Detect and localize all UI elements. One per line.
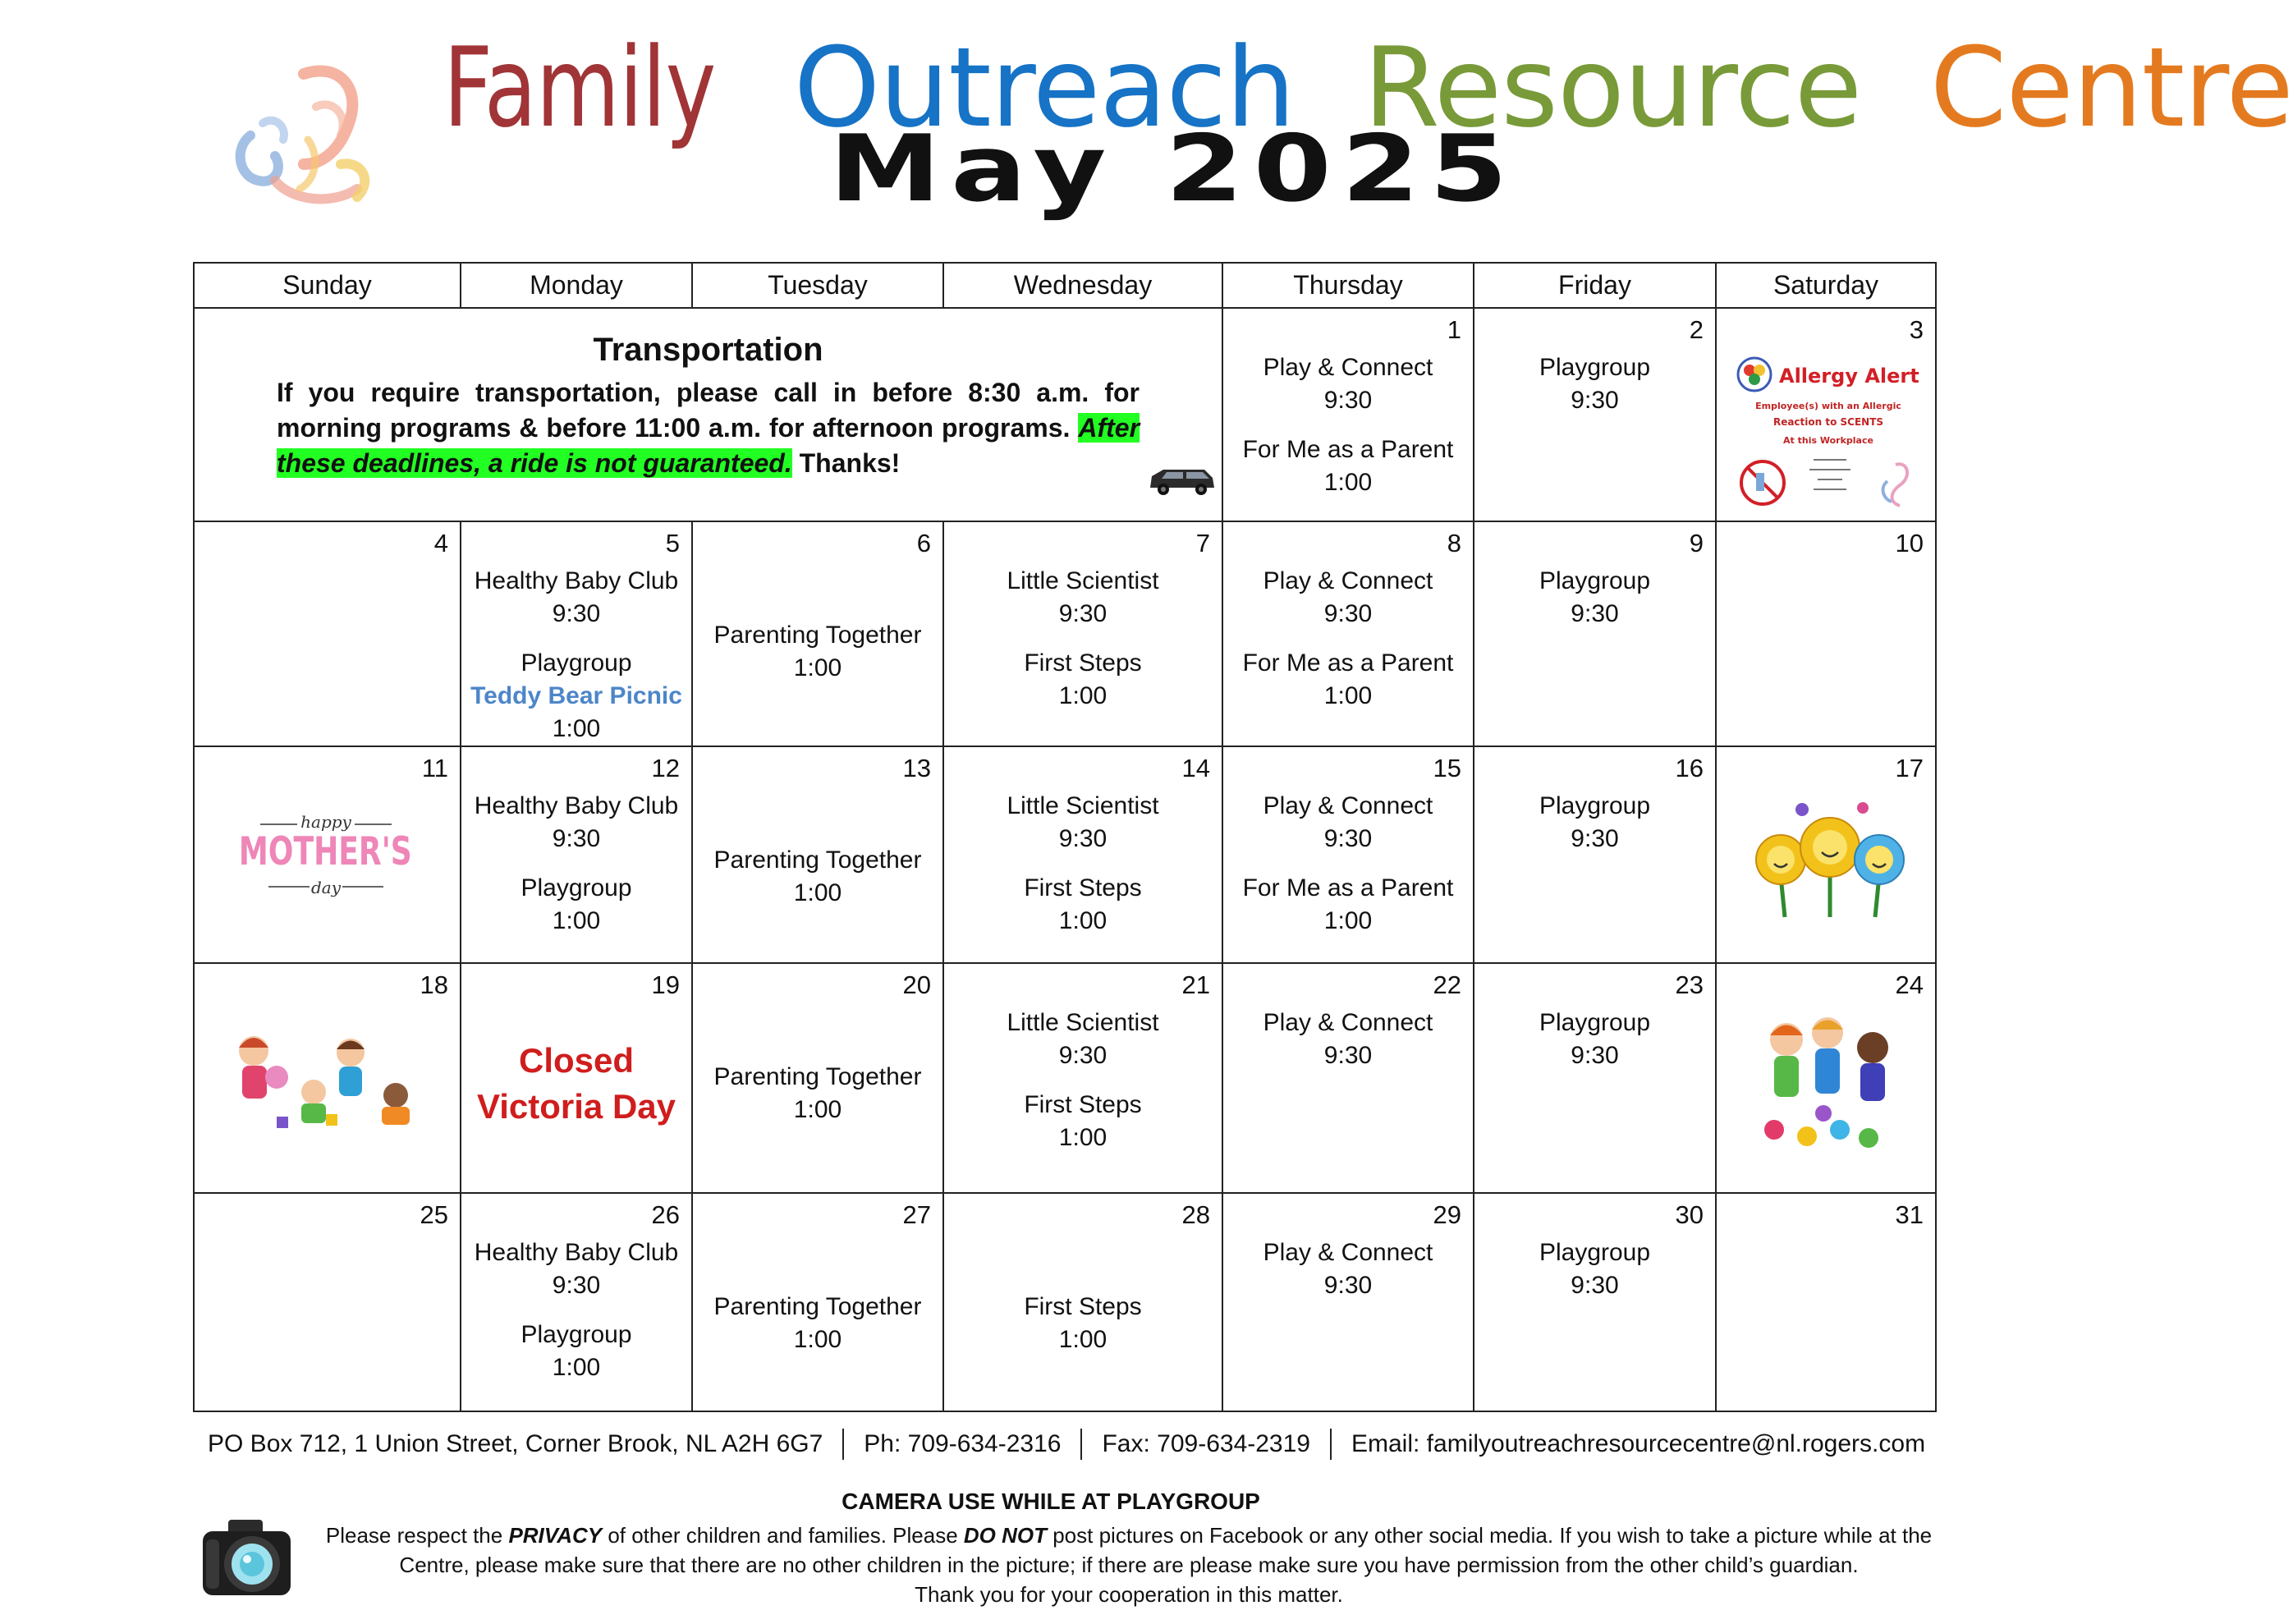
event-time: 9:30 [1571,600,1619,627]
family-logo-icon [226,57,390,222]
calendar-event [944,1291,1222,1356]
calendar-event [1223,565,1473,631]
transportation-text [277,375,1140,481]
calendar-event [944,872,1222,938]
calendar-day-27 [692,1193,943,1411]
mothers-day-main: MOTHER'S [238,828,412,874]
special-event-name: Teddy Bear Picnic [470,682,682,709]
day-number: 15 [1433,754,1461,782]
poster-line-1: Employee(s) with an Allergic [1755,401,1901,411]
calendar-event [944,565,1222,631]
email-address: Email: familyoutreachresourcecentre@nl.rogers.com [1351,1430,1926,1457]
do-not-emphasis: DO NOT [963,1523,1047,1548]
calendar-event [944,1089,1222,1154]
day-number: 1 [1447,315,1461,344]
event-time: 1:00 [1323,682,1373,709]
calendar-day-3 [1716,308,1936,521]
privacy-emphasis: PRIVACY [508,1523,603,1548]
event-time: 1:00 [552,715,601,742]
calendar-day-15 [1222,746,1474,963]
day-number: 16 [1675,754,1704,782]
day-number: 25 [420,1200,448,1229]
calendar-event [1474,1007,1715,1072]
calendar-event [944,647,1222,713]
event-name: First Steps [1024,1293,1142,1320]
day-number: 8 [1447,529,1461,557]
event-name: First Steps [1024,874,1142,901]
calendar-day-25 [194,1193,461,1411]
camera-policy-thanks: Thank you for your cooperation in this matter. [915,1582,1343,1607]
event-name: Play & Connect [1263,567,1433,594]
event-time: 1:00 [1058,907,1108,934]
calendar-event [1474,565,1715,631]
day-number: 29 [1433,1200,1461,1229]
event-time: 1:00 [1058,1326,1108,1353]
calendar-event [693,844,942,910]
fax-number: Fax: 709-634-2319 [1102,1430,1310,1457]
calendar-event [1223,790,1473,856]
poster-line-3: At this Workplace [1783,435,1873,446]
event-time: 9:30 [552,600,601,627]
day-number: 17 [1895,754,1924,782]
allergy-alert-poster [1731,350,1924,514]
event-time: 9:30 [1571,825,1619,852]
weekday-header: Thursday [1222,263,1474,308]
calendar-event [1223,434,1473,499]
poster-title: Allergy Alert [1779,365,1919,388]
event-name: Little Scientist [1007,792,1159,819]
mothers-day-day: day [310,878,342,897]
day-number: 7 [1195,529,1210,557]
calendar-day-1 [1222,308,1474,521]
camera-policy-part: Please respect the [325,1523,509,1548]
transportation-title: Transportation [593,332,823,368]
calendar-event [1223,1007,1473,1072]
event-time: 9:30 [1323,387,1373,414]
calendar-grid [193,262,1937,1412]
calendar-event [461,872,691,938]
calendar-day-8 [1222,521,1474,746]
day-number: 19 [651,970,680,999]
week-row [194,1193,1936,1411]
kids-painting-clipart [1750,1007,1905,1154]
day-number: 3 [1909,315,1924,344]
event-name: Playgroup [1539,567,1651,594]
calendar-event [693,619,942,685]
event-name: Playgroup [1539,1239,1651,1266]
calendar-day-11 [194,746,461,963]
calendar-event [693,1291,942,1356]
day-number: 23 [1675,970,1704,999]
day-number: 5 [665,529,680,557]
calendar-day-6 [692,521,943,746]
camera-policy-text [312,1521,1946,1609]
event-time: 9:30 [1323,1042,1373,1069]
calendar-day-17 [1716,746,1936,963]
happy-mothers-day-graphic [238,811,412,901]
event-time: 9:30 [1571,1042,1619,1069]
day-number: 14 [1181,754,1210,782]
event-time: 1:00 [1058,682,1108,709]
calendar-event [944,1007,1222,1072]
calendar-event [461,790,691,856]
event-name: Play & Connect [1263,792,1433,819]
day-number: 18 [420,970,448,999]
calendar-day-14 [943,746,1222,963]
day-number: 20 [902,970,931,999]
calendar-day-29 [1222,1193,1474,1411]
event-name: For Me as a Parent [1242,649,1454,677]
event-time: 9:30 [1571,1272,1619,1299]
transportation-deadline-highlight: After these deadlines, a ride is not guaranteed. [277,413,1140,478]
event-time: 1:00 [1058,1124,1108,1151]
weekday-header: Sunday [194,263,461,308]
event-name: Playgroup [521,874,632,901]
divider [1330,1429,1332,1460]
calendar-event [461,565,691,631]
event-name: First Steps [1024,649,1142,677]
calendar-event [1223,872,1473,938]
closed-label: Closed [518,1041,635,1080]
event-time: 1:00 [552,907,601,934]
day-number: 27 [902,1200,931,1229]
calendar-event [1223,647,1473,713]
event-name: Little Scientist [1007,1009,1159,1036]
day-number: 10 [1895,529,1924,557]
event-name: For Me as a Parent [1242,436,1454,463]
calendar-day-18 [194,963,461,1193]
event-time: 9:30 [1323,1272,1373,1299]
camera-policy-part: of other children and families. Please [602,1523,964,1548]
weekday-header: Saturday [1716,263,1936,308]
calendar-event [944,790,1222,856]
calendar-day-7 [943,521,1222,746]
calendar-event [1474,1236,1715,1302]
calendar-event [461,1236,691,1302]
event-name: Healthy Baby Club [474,792,679,819]
event-name: Playgroup [521,649,632,677]
divider [842,1429,844,1460]
calendar-day-30 [1474,1193,1716,1411]
event-name: Parenting Together [713,622,922,649]
calendar-day-2 [1474,308,1716,521]
calendar-day-31 [1716,1193,1936,1411]
event-time: 9:30 [1571,387,1619,414]
transportation-thanks: Thanks! [799,448,901,478]
event-name: Playgroup [1539,1009,1651,1036]
event-time: 1:00 [793,1326,842,1353]
day-number: 9 [1689,529,1704,557]
mailing-address: PO Box 712, 1 Union Street, Corner Brook, NL A2H 6G7 [208,1430,823,1457]
month-title: May 2025 [829,116,1518,222]
calendar-event [1223,351,1473,417]
day-number: 12 [651,754,680,782]
calendar-day-22 [1222,963,1474,1193]
camera-policy-title: CAMERA USE WHILE AT PLAYGROUP [842,1489,1260,1514]
event-time: 1:00 [1323,469,1373,496]
camera-policy-part: post pictures on Facebook or any other social media. If you wish to take a picture while at the Centre, please make sure that there are no other children in the picture; if there are please make sure you have permission from the other child’s guardian. [399,1523,1933,1577]
event-time: 9:30 [552,1272,601,1299]
event-name: Playgroup [1539,354,1651,381]
calendar-day-23 [1474,963,1716,1193]
week-row [194,746,1936,963]
calendar-day-26 [461,1193,692,1411]
calendar-day-9 [1474,521,1716,746]
event-time: 1:00 [1323,907,1373,934]
event-time: 1:00 [552,1354,601,1381]
day-number: 21 [1181,970,1210,999]
mothers-day-happy: happy [300,812,351,832]
poster-line-2: Reaction to SCENTS [1772,416,1884,428]
holiday-name: Victoria Day [476,1087,676,1126]
event-name: Parenting Together [713,1063,922,1090]
day-number: 24 [1895,970,1924,999]
day-number: 30 [1675,1200,1704,1229]
transportation-notice [194,308,1222,521]
event-time: 1:00 [793,1096,842,1123]
day-number: 11 [421,754,448,782]
event-name: Parenting Together [713,1293,922,1320]
children-playing-clipart [227,1028,424,1135]
event-name: Play & Connect [1263,354,1433,381]
event-name: For Me as a Parent [1242,874,1454,901]
calendar-day-16 [1474,746,1716,963]
calendar-day-20 [692,963,943,1193]
van-icon [1147,465,1218,498]
calendar-event [461,1319,691,1384]
event-name: Little Scientist [1007,567,1159,594]
calendar-event [1223,1236,1473,1302]
calendar-day-19 [461,963,692,1193]
calendar-day-4 [194,521,461,746]
week-row [194,308,1936,521]
day-number: 31 [1895,1200,1924,1229]
event-name: Healthy Baby Club [474,567,679,594]
calendar-day-24 [1716,963,1936,1193]
calendar-event [461,647,691,745]
event-name: Parenting Together [713,846,922,874]
day-number: 6 [916,529,931,557]
weekday-header: Friday [1474,263,1716,308]
event-name: First Steps [1024,1091,1142,1118]
brand-word-outreach: Outreach [793,24,1296,152]
calendar-day-28 [943,1193,1222,1411]
calendar-day-5 [461,521,692,746]
day-number: 2 [1689,315,1704,344]
calendar-day-10 [1716,521,1936,746]
event-time: 1:00 [793,654,842,681]
calendar-day-12 [461,746,692,963]
week-row [194,963,1936,1193]
brand-word-centre: Centre [1929,24,2293,152]
event-time: 9:30 [552,825,601,852]
event-time: 9:30 [1058,825,1108,852]
event-time: 9:30 [1058,600,1108,627]
divider [1080,1429,1082,1460]
day-number: 26 [651,1200,680,1229]
weekday-header-row [194,263,1936,308]
event-name: Play & Connect [1263,1239,1433,1266]
brand-word-resource: Resource [1363,24,1862,152]
calendar-day-21 [943,963,1222,1193]
calendar-event [693,1061,942,1126]
smiling-flowers-clipart [1748,798,1912,921]
week-row [194,521,1936,746]
event-name: Play & Connect [1263,1009,1433,1036]
calendar-event [1474,351,1715,417]
camera-icon [199,1515,294,1601]
calendar-day-13 [692,746,943,963]
day-number: 13 [902,754,931,782]
weekday-header: Tuesday [692,263,943,308]
event-name: Playgroup [521,1321,632,1348]
contact-info-bar [208,1429,1925,1460]
event-time: 1:00 [793,879,842,906]
phone-number: Ph: 709-634-2316 [864,1430,1062,1457]
event-name: Healthy Baby Club [474,1239,679,1266]
event-time: 9:30 [1323,600,1373,627]
day-number: 4 [433,529,448,557]
weekday-header: Wednesday [943,263,1222,308]
event-time: 9:30 [1058,1042,1108,1069]
day-number: 22 [1433,970,1461,999]
brand-word-family: Family [443,24,716,152]
day-number: 28 [1181,1200,1210,1229]
transportation-body: If you require transportation, please call in before 8:30 a.m. for morning programs & before 11:00 a.m. for afternoon programs. [277,378,1140,443]
event-name: Playgroup [1539,792,1651,819]
event-time: 9:30 [1323,825,1373,852]
weekday-header: Monday [461,263,692,308]
calendar-event [1474,790,1715,856]
